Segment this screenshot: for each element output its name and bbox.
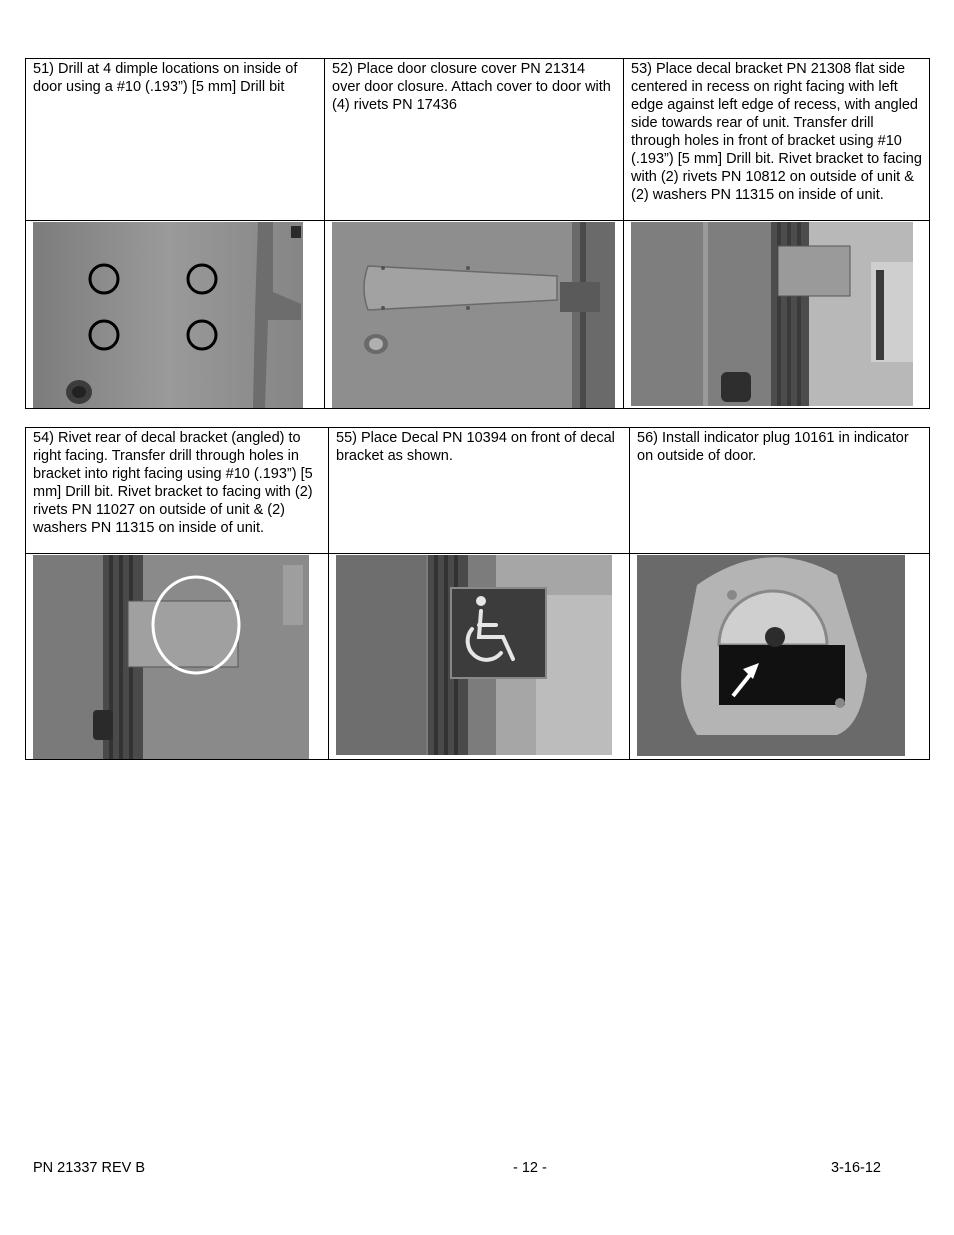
step-52-cell — [325, 59, 624, 221]
accessibility-decal-photo — [336, 555, 612, 755]
step-55-cell — [329, 428, 630, 554]
step-51-cell — [26, 59, 325, 221]
step-56-cell — [630, 428, 930, 554]
steps-table-bottom — [25, 427, 930, 760]
door-dimple-locations-photo — [33, 222, 303, 408]
step-54-cell — [26, 428, 329, 554]
footer-date: 3-16-12 — [831, 1160, 881, 1176]
step-52-photo-cell — [325, 221, 624, 409]
steps-table-top — [25, 58, 930, 409]
indicator-plug-photo — [637, 555, 905, 756]
step-55-text: 55) Place Decal PN 10394 on front of decal bracket as shown. — [336, 430, 615, 464]
decal-bracket-rear-photo — [33, 555, 309, 759]
step-56-photo-cell — [630, 554, 930, 760]
footer-page-number: - 12 - — [513, 1160, 547, 1176]
step-53-text: 53) Place decal bracket PN 21308 flat side centered in recess on right facing with left edge against left edge of recess, with angled side towards rear of unit. Transfer drill through holes in front of bracket using #10 (.193”) [5 mm] Drill bit. Rivet bracket to facing with (2) rivets PN 10812 on outside of unit & (2) washers PN 11315 on inside of unit. — [631, 61, 922, 203]
step-51-photo-cell — [26, 221, 325, 409]
step-53-photo-cell — [624, 221, 930, 409]
decal-bracket-front-photo — [631, 222, 913, 406]
step-51-text: 51) Drill at 4 dimple locations on inside of door using a #10 (.193”) [5 mm] Drill bit — [33, 61, 298, 95]
footer-part-number: PN 21337 REV B — [33, 1160, 146, 1176]
step-55-photo-cell — [329, 554, 630, 760]
step-54-photo-cell — [26, 554, 329, 760]
step-56-text: 56) Install indicator plug 10161 in indicator on outside of door. — [637, 430, 909, 464]
step-54-text: 54) Rivet rear of decal bracket (angled) to right facing. Transfer drill through holes in bracket into right facing using #10 (.193”) [5 mm] Drill bit. Rivet bracket to facing with (2) rivets PN 11027 on outside of unit & (2) washers PN 11315 on inside of unit. — [33, 430, 313, 536]
door-closure-cover-photo — [332, 222, 615, 408]
step-53-cell — [624, 59, 930, 221]
step-52-text: 52) Place door closure cover PN 21314 over door closure. Attach cover to door with (4) rivets PN 17436 — [332, 61, 611, 113]
